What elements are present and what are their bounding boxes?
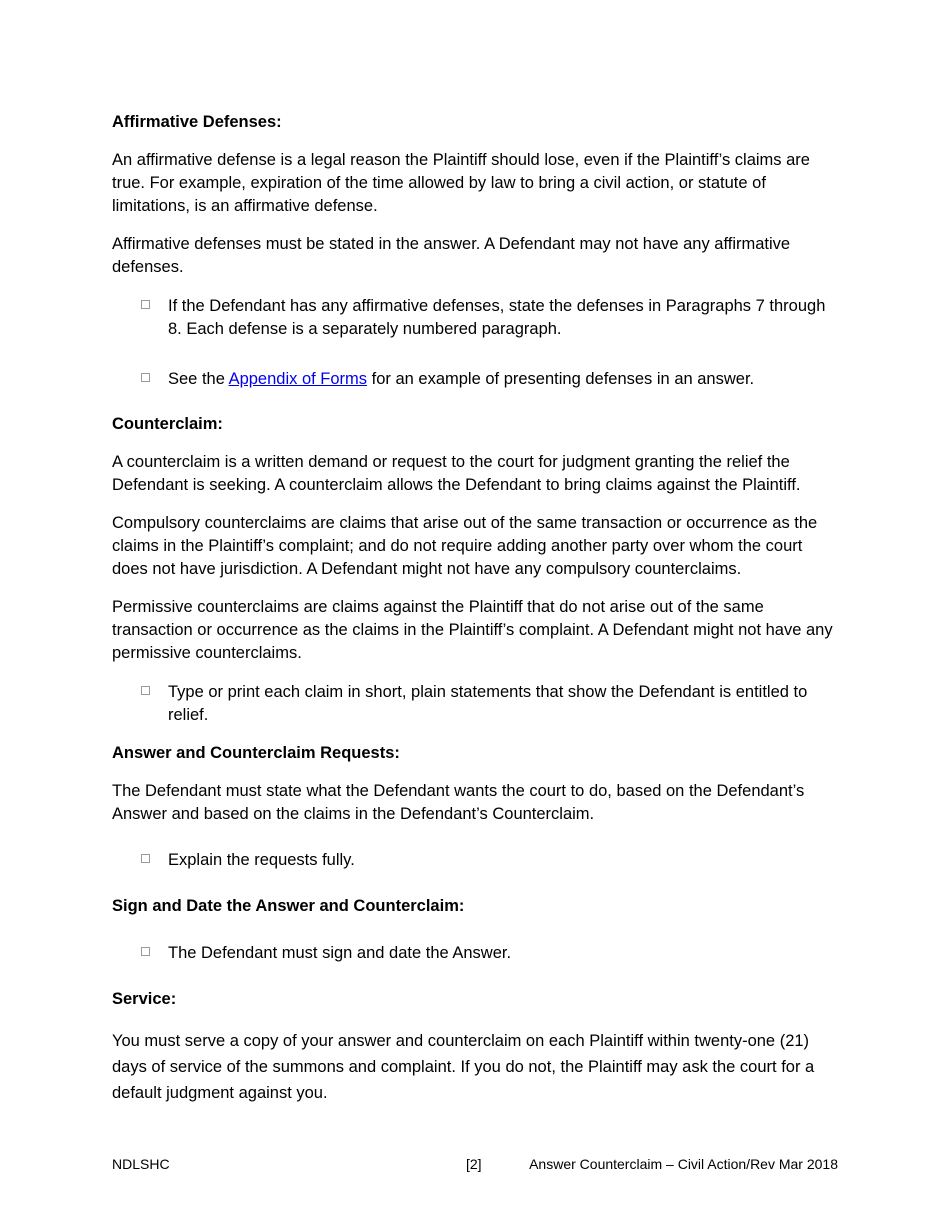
checklist-item-text: The Defendant must sign and date the Answer. — [168, 944, 512, 962]
checkbox-icon[interactable] — [141, 947, 150, 956]
checklist-item-text-before: See the — [168, 370, 229, 388]
counterclaim-paragraph-3: Permissive counterclaims are claims against the Plaintiff that do not arise out of the same transaction or occurrence as the claims in the Plaintiff’s complaint. A Defendant might not have any permissive counterclaims. — [112, 598, 833, 662]
sign-date-heading: Sign and Date the Answer and Counterclaim: — [112, 897, 465, 915]
checklist-item — [112, 942, 842, 965]
checkbox-icon[interactable] — [141, 686, 150, 695]
affirmative-defenses-paragraph-1: An affirmative defense is a legal reason the Plaintiff should lose, even if the Plaintiff’s claims are true. For example, expiration of the time allowed by law to bring a civil action, or statute of limitations, is an affirmative defense. — [112, 151, 810, 215]
requests-paragraph: The Defendant must state what the Defendant wants the court to do, based on the Defendant’s Answer and based on the claims in the Defendant’s Counterclaim. — [112, 782, 805, 823]
checkbox-icon[interactable] — [141, 300, 150, 309]
checklist-item — [112, 681, 842, 727]
checklist-item — [112, 368, 842, 391]
checkbox-icon[interactable] — [141, 373, 150, 382]
footer-form-title: Answer Counterclaim – Civil Action/Rev Mar 2018 — [529, 1156, 838, 1172]
document-page — [112, 111, 842, 1121]
checklist-item — [112, 849, 842, 872]
affirmative-defenses-heading: Affirmative Defenses: — [112, 113, 282, 131]
service-heading: Service: — [112, 990, 177, 1008]
checklist-item — [112, 295, 842, 341]
counterclaim-heading: Counterclaim: — [112, 415, 223, 433]
counterclaim-paragraph-2: Compulsory counterclaims are claims that arise out of the same transaction or occurrence as the claims in the Plaintiff’s complaint; and do not require adding another party over whom the court does not have jurisdiction. A Defendant might not have any compulsory counterclaims. — [112, 514, 818, 578]
footer-organization: NDLSHC — [112, 1156, 170, 1172]
checklist-item-text: Explain the requests fully. — [168, 851, 355, 869]
checklist-item-text: If the Defendant has any affirmative defenses, state the defenses in Paragraphs 7 through 8. Each defense is a separately numbered paragraph. — [168, 297, 826, 338]
counterclaim-paragraph-1: A counterclaim is a written demand or request to the court for judgment granting the relief the Defendant is seeking. A counterclaim allows the Defendant to bring claims against the Plaintiff. — [112, 453, 801, 494]
requests-heading: Answer and Counterclaim Requests: — [112, 744, 400, 762]
checkbox-icon[interactable] — [141, 854, 150, 863]
footer-page-number: [2] — [466, 1156, 482, 1172]
appendix-of-forms-link[interactable]: Appendix of Forms — [228, 370, 368, 388]
page-footer — [112, 1154, 838, 1174]
affirmative-defenses-paragraph-2: Affirmative defenses must be stated in the answer. A Defendant may not have any affirmative defenses. — [112, 235, 791, 276]
service-paragraph: You must serve a copy of your answer and counterclaim on each Plaintiff within twenty-one (21) days of service of the summons and complaint. If you do not, the Plaintiff may ask the court for a default judgment against you. — [112, 1032, 815, 1102]
checklist-item-text: Type or print each claim in short, plain statements that show the Defendant is entitled to relief. — [168, 683, 808, 724]
checklist-item-text-after: for an example of presenting defenses in an answer. — [367, 370, 755, 388]
